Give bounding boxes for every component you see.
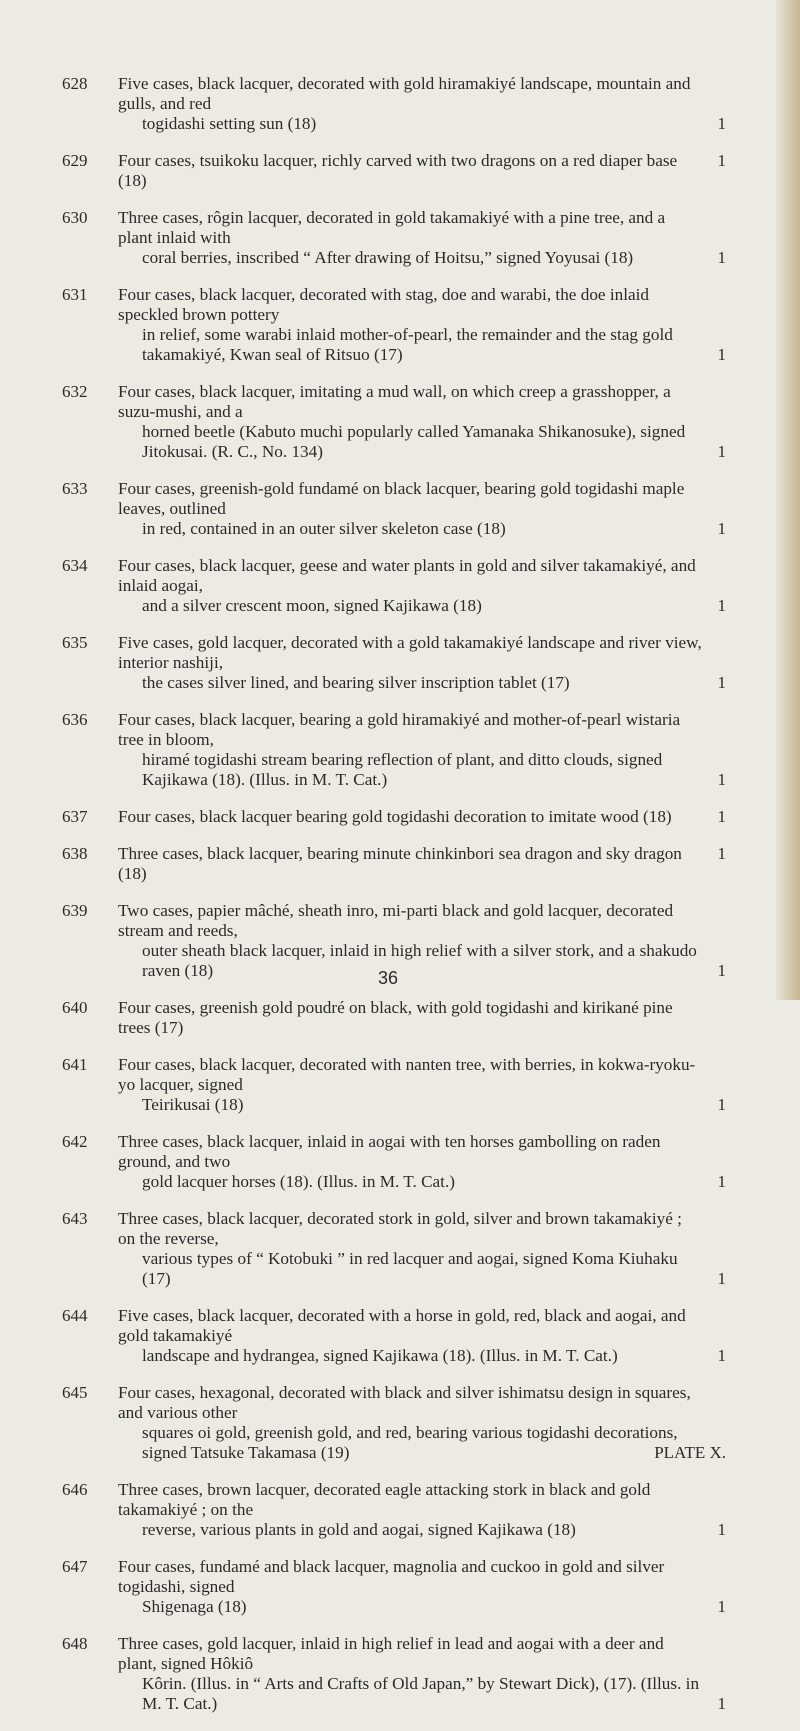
catalogue-entry <box>0 1209 776 1289</box>
lot-description-continued: landscape and hydrangea, signed Kajikawa (18). (Illus. in M. T. Cat.) <box>142 1346 618 1365</box>
lot-quantity: 1 <box>717 519 726 538</box>
lot-description: Four cases, black lacquer, imitating a mud wall, on which creep a grasshopper, a suzu-mushi, and a <box>118 382 671 421</box>
lot-number: 648 <box>62 1634 88 1653</box>
lot-description-continued: the cases silver lined, and bearing silver inscription tablet (17) <box>142 673 570 692</box>
lot-description: Two cases, papier mâché, sheath inro, mi-parti black and gold lacquer, decorated stream and reeds, <box>118 901 674 940</box>
lot-number: 645 <box>62 1383 88 1402</box>
lot-description: Four cases, fundamé and black lacquer, magnolia and cuckoo in gold and silver togidashi, signed <box>118 1557 665 1596</box>
catalogue-entry <box>0 1306 776 1366</box>
lot-description: Three cases, black lacquer, bearing minute chinkinbori sea dragon and sky dragon (18) <box>118 844 682 883</box>
lot-quantity: 1 <box>717 345 726 364</box>
lot-number: 640 <box>62 998 88 1017</box>
lot-description: Four cases, greenish gold poudré on black, with gold togidashi and kirikané pine trees (17) <box>118 998 673 1037</box>
lot-description-continued: gold lacquer horses (18). (Illus. in M. T. Cat.) <box>142 1172 455 1191</box>
catalogue-entry <box>0 1557 776 1617</box>
lot-description: Four cases, black lacquer, bearing a gold hiramakiyé and mother-of-pearl wistaria tree in bloom, <box>118 710 681 749</box>
lot-description-continued: hiramé togidashi stream bearing reflection of plant, and ditto clouds, signed Kajikawa (18). (Illus. in M. T. Cat.) <box>142 750 663 789</box>
catalogue-entry <box>0 807 776 827</box>
lot-quantity: 1 <box>717 807 726 826</box>
lot-description-continued: Shigenaga (18) <box>142 1597 247 1616</box>
lot-description-continued: Kôrin. (Illus. in “ Arts and Crafts of Old Japan,” by Stewart Dick), (17). (Illus. in M. T. Cat.) <box>142 1674 700 1713</box>
lot-quantity: 1 <box>717 1269 726 1288</box>
catalogue-entry <box>0 1383 776 1463</box>
lot-quantity: 1 <box>717 673 726 692</box>
lot-quantity: 1 <box>717 114 726 133</box>
lot-quantity: 1 <box>717 1694 726 1713</box>
lot-number: 636 <box>62 710 88 729</box>
lot-description: Four cases, black lacquer, geese and water plants in gold and silver takamakiyé, and inlaid aogai, <box>118 556 696 595</box>
lot-description: Three cases, black lacquer, decorated stork in gold, silver and brown takamakiyé ; on the reverse, <box>118 1209 682 1248</box>
lot-quantity: 1 <box>717 596 726 615</box>
lot-description: Three cases, rôgin lacquer, decorated in gold takamakiyé with a pine tree, and a plant inlaid with <box>118 208 666 247</box>
catalogue-entry <box>0 844 776 884</box>
catalogue-entry <box>0 74 776 134</box>
lot-number: 628 <box>62 74 88 93</box>
lot-description-continued: squares oi gold, greenish gold, and red, bearing various togidashi decorations, signed Tatsuke Takamasa (19) <box>142 1423 678 1462</box>
lot-quantity: 1 <box>717 151 726 170</box>
lot-number: 630 <box>62 208 88 227</box>
lot-description: Four cases, black lacquer bearing gold togidashi decoration to imitate wood (18) <box>118 807 672 826</box>
catalogue-entry <box>0 382 776 462</box>
lot-description-continued: and a silver crescent moon, signed Kajikawa (18) <box>142 596 482 615</box>
lot-quantity: 1 <box>717 770 726 789</box>
lot-description-continued: Teirikusai (18) <box>142 1095 244 1114</box>
lot-number: 643 <box>62 1209 88 1228</box>
lot-description-continued: horned beetle (Kabuto muchi popularly called Yamanaka Shikanosuke), signed Jitokusai. (R. C., No. 134) <box>142 422 686 461</box>
lot-number: 629 <box>62 151 88 170</box>
catalogue-entry <box>0 556 776 616</box>
lot-quantity: 1 <box>717 1346 726 1365</box>
catalogue-entry <box>0 208 776 268</box>
lot-description: Four cases, black lacquer, decorated with nanten tree, with berries, in kokwa-ryoku-yo lacquer, signed <box>118 1055 696 1094</box>
lot-number: 632 <box>62 382 88 401</box>
lot-description: Three cases, brown lacquer, decorated eagle attacking stork in black and gold takamakiyé ; on the <box>118 1480 651 1519</box>
lot-quantity: 1 <box>717 442 726 461</box>
catalogue-entry <box>0 1132 776 1192</box>
lot-description: Three cases, black lacquer, inlaid in aogai with ten horses gambolling on raden ground, and two <box>118 1132 661 1171</box>
lot-description-continued: togidashi setting sun (18) <box>142 114 317 133</box>
lot-description-continued: coral berries, inscribed “ After drawing of Hoitsu,” signed Yoyusai (18) <box>142 248 634 267</box>
catalogue-entry <box>0 285 776 365</box>
lot-number: 635 <box>62 633 88 652</box>
catalogue-entry <box>0 998 776 1038</box>
catalogue-entry <box>0 151 776 191</box>
lot-description-continued: outer sheath black lacquer, inlaid in high relief with a silver stork, and a shakudo raven (18) <box>142 941 697 980</box>
lot-quantity: 1 <box>717 1172 726 1191</box>
lot-description-continued: in red, contained in an outer silver skeleton case (18) <box>142 519 506 538</box>
catalogue-entry <box>0 1055 776 1115</box>
lot-number: 631 <box>62 285 88 304</box>
lot-number: 633 <box>62 479 88 498</box>
lot-description-continued: reverse, various plants in gold and aogai, signed Kajikawa (18) <box>142 1520 576 1539</box>
catalogue-entry <box>0 1480 776 1540</box>
lot-quantity: 1 <box>717 961 726 980</box>
lot-description: Four cases, tsuikoku lacquer, richly carved with two dragons on a red diaper base (18) <box>118 151 678 190</box>
lot-number: 646 <box>62 1480 88 1499</box>
lot-number: 642 <box>62 1132 88 1151</box>
lot-number: 638 <box>62 844 88 863</box>
lot-number: 644 <box>62 1306 88 1325</box>
lot-description: Four cases, black lacquer, decorated with stag, doe and warabi, the doe inlaid speckled brown pottery <box>118 285 649 324</box>
lot-quantity: PLATE X. <box>654 1443 726 1462</box>
lot-description-continued: in relief, some warabi inlaid mother-of-pearl, the remainder and the stag gold takamakiyé, Kwan seal of Ritsuo (17) <box>142 325 673 364</box>
catalogue-entry <box>0 633 776 693</box>
lot-description: Five cases, black lacquer, decorated with gold hiramakiyé landscape, mountain and gulls, and red <box>118 74 691 113</box>
lot-description: Five cases, gold lacquer, decorated with a gold takamakiyé landscape and river view, interior nashiji, <box>118 633 702 672</box>
lot-description: Five cases, black lacquer, decorated with a horse in gold, red, black and aogai, and gold takamakiyé <box>118 1306 686 1345</box>
catalogue-entry <box>0 479 776 539</box>
lot-quantity: 1 <box>717 1597 726 1616</box>
lot-number: 634 <box>62 556 88 575</box>
catalogue-page <box>0 74 776 1731</box>
catalogue-entry <box>0 710 776 790</box>
lot-description: Four cases, greenish-gold fundamé on black lacquer, bearing gold togidashi maple leaves, outlined <box>118 479 685 518</box>
lot-number: 647 <box>62 1557 88 1576</box>
lot-quantity: 1 <box>717 1520 726 1539</box>
lot-quantity: 1 <box>717 1095 726 1114</box>
page-number: 36 <box>377 968 399 988</box>
lot-description: Four cases, hexagonal, decorated with black and silver ishimatsu design in squares, and various other <box>118 1383 691 1422</box>
catalogue-entry <box>0 1634 776 1714</box>
lot-number: 641 <box>62 1055 88 1074</box>
lot-description-continued: various types of “ Kotobuki ” in red lacquer and aogai, signed Koma Kiuhaku (17) <box>142 1249 678 1288</box>
lot-quantity: 1 <box>717 248 726 267</box>
lot-number: 637 <box>62 807 88 826</box>
page-edge-shadow <box>776 0 800 1000</box>
lot-quantity: 1 <box>717 844 726 863</box>
lot-number: 639 <box>62 901 88 920</box>
lot-description: Three cases, gold lacquer, inlaid in high relief in lead and aogai with a deer and plant, signed Hôkiô <box>118 1634 664 1673</box>
